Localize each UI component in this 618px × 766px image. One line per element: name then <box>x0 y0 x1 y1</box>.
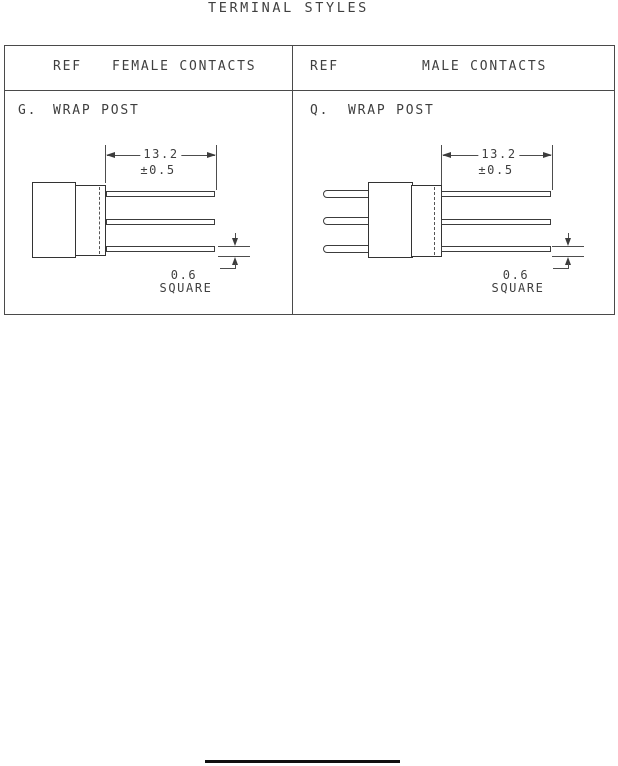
dim-length-label: 13.2 <box>140 149 181 160</box>
female-contacts-header: FEMALE CONTACTS <box>112 59 257 74</box>
page-title: TERMINAL STYLES <box>208 0 369 16</box>
male-contact-pin-bottom <box>323 245 370 253</box>
connector-body <box>368 182 413 258</box>
male-contact-pin-middle <box>323 217 370 225</box>
dim-length-label: 13.2 <box>478 149 519 160</box>
square-dim-line-top <box>552 246 584 247</box>
square-unit-label: SQUARE <box>489 283 548 294</box>
female-terminal-style-label: WRAP POST <box>53 103 140 118</box>
footer-rule <box>205 760 400 763</box>
collar-centerline-dashed <box>434 187 435 255</box>
square-arrow-down-icon <box>565 238 571 246</box>
dim-extension-line-left <box>441 145 442 185</box>
square-value-label: 0.6 <box>168 270 200 281</box>
female-ref-header: REF <box>53 59 82 74</box>
wrap-post-pin-bottom <box>441 246 551 252</box>
male-ref-code: Q. <box>310 103 330 118</box>
dim-arrow-left-icon <box>442 152 451 158</box>
square-value-label: 0.6 <box>500 270 532 281</box>
wrap-post-pin-middle <box>441 219 551 225</box>
dim-tolerance-label: ±0.5 <box>475 165 516 176</box>
male-terminal-style-label: WRAP POST <box>348 103 435 118</box>
connector-collar <box>411 185 442 257</box>
male-contacts-header: MALE CONTACTS <box>422 59 548 74</box>
male-contact-drawing <box>0 0 618 316</box>
male-ref-header: REF <box>310 59 339 74</box>
female-ref-code: G. <box>18 103 38 118</box>
square-leader-line <box>553 268 569 269</box>
wrap-post-pin-top <box>441 191 551 197</box>
dim-tolerance-label: ±0.5 <box>137 165 178 176</box>
male-contact-pin-top <box>323 190 370 198</box>
dim-extension-line-right <box>552 145 553 190</box>
square-unit-label: SQUARE <box>157 283 216 294</box>
dim-arrow-right-icon <box>543 152 552 158</box>
